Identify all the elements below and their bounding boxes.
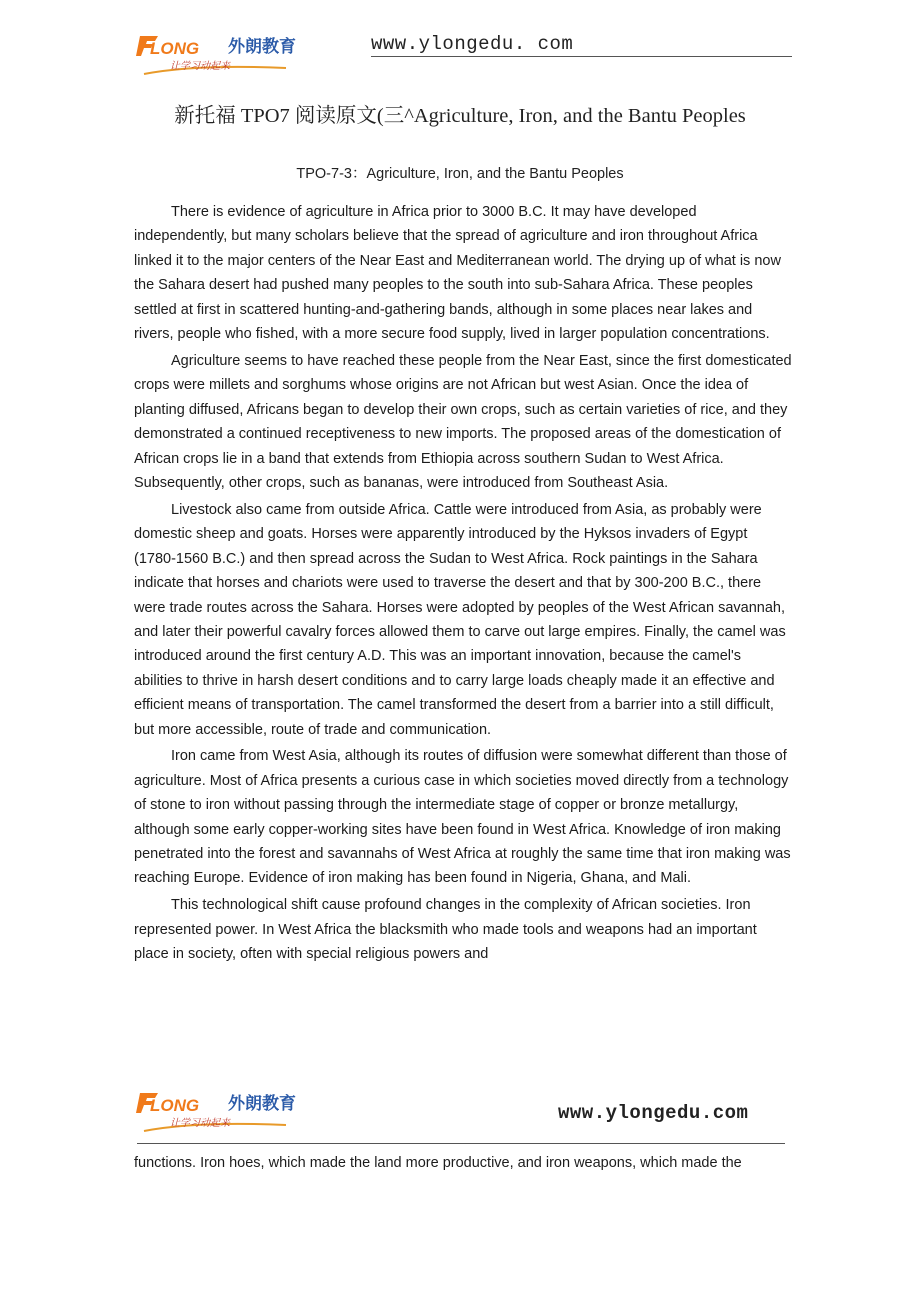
site-url-bottom[interactable]: www.ylongedu.com bbox=[558, 1102, 749, 1124]
logo-latin: LONG bbox=[150, 39, 200, 58]
page-break-rule bbox=[137, 1143, 785, 1144]
logo-slogan: 让学习动起来 bbox=[170, 61, 230, 72]
logo-cn: 外朗教育 bbox=[228, 1094, 296, 1114]
article-subtitle: TPO-7-3：Agriculture, Iron, and the Bantu Peoples bbox=[296, 166, 624, 182]
paragraph-2: Agriculture seems to have reached these people from the Near East, since the first domesticated crops were millets and sorghums whose origins are not African but west Asian. Once the idea of planting diffused, Africans began to develop their own crops, such as certain varieties of rice, and they demonstrated a continued receptiveness to new imports. The proposed areas of the domestication of African crops lie in a band that extends from Ethiopia across southern Sudan to West Africa. Subsequently, other crops, such as bananas, were introduced from Southeast Asia. bbox=[134, 352, 792, 491]
logo-bottom bbox=[136, 1087, 316, 1137]
paragraph-1: There is evidence of agriculture in Africa prior to 3000 B.C. It may have developed independently, but many scholars believe that the spread of agriculture and iron throughout Africa linked it to the major centers of the Near East and Mediterranean world. The drying up of what is now the Sahara desert had pushed many peoples to the south into sub-Sahara Africa. These peoples settled at first in scattered hunting-and-gathering bands, although in some places near lakes and rivers, people who fished, with a more secure food supply, lived in larger population concentrations. bbox=[134, 204, 781, 343]
continued-text: functions. Iron hoes, which made the land more productive, and iron weapons, which made the bbox=[134, 1155, 742, 1171]
paragraph-3: Livestock also came from outside Africa. Cattle were introduced from Asia, as probably were domestic sheep and goats. Horses were apparently introduced by the Hyksos invaders of Egypt (1780-1560 B.C.) and then spread across the Sudan to West Africa. Rock paintings in the Sahara indicate that horses and chariots were used to traverse the desert and that by 300-200 B.C., there were trade routes across the Sahara. Horses were adopted by peoples of the West African savannah, and later their powerful cavalry forces allowed them to carve out large empires. Finally, the camel was introduced around the first century A.D. This was an important innovation, because the camel's abilities to thrive in harsh desert conditions and to carry large loads cheaply made it an effective and efficient means of transportation. The camel transformed the desert from a barrier into a still difficult, but more accessible, route of trade and communication. bbox=[134, 501, 786, 738]
header-rule bbox=[371, 56, 792, 57]
article-body bbox=[134, 200, 792, 969]
logo-cn: 外朗教育 bbox=[228, 37, 296, 57]
logo-latin: LONG bbox=[150, 1096, 200, 1115]
logo-top bbox=[136, 30, 316, 80]
paragraph-4: Iron came from West Asia, although its routes of diffusion were somewhat different than those of agriculture. Most of Africa presents a curious case in which societies moved directly from a technology of stone to iron without passing through the intermediate stage of copper or bronze metallurgy, although some early copper-working sites have been found in West Africa. Knowledge of iron making penetrated into the forest and savannahs of West Africa at roughly the same time that iron making was reaching Europe. Evidence of iron making has been found in Nigeria, Ghana, and Mali. bbox=[134, 748, 791, 887]
document-title: 新托福 TPO7 阅读原文(三^Agriculture, Iron, and the Bantu Peoples bbox=[174, 105, 746, 127]
paragraph-5: This technological shift cause profound changes in the complexity of African societies. Iron represented power. In West Africa the blacksmith who made tools and weapons had an important place in society, often with special religious powers and bbox=[134, 897, 757, 963]
site-url-top[interactable]: www.ylongedu. com bbox=[371, 33, 574, 55]
logo-slogan: 让学习动起来 bbox=[170, 1118, 230, 1129]
